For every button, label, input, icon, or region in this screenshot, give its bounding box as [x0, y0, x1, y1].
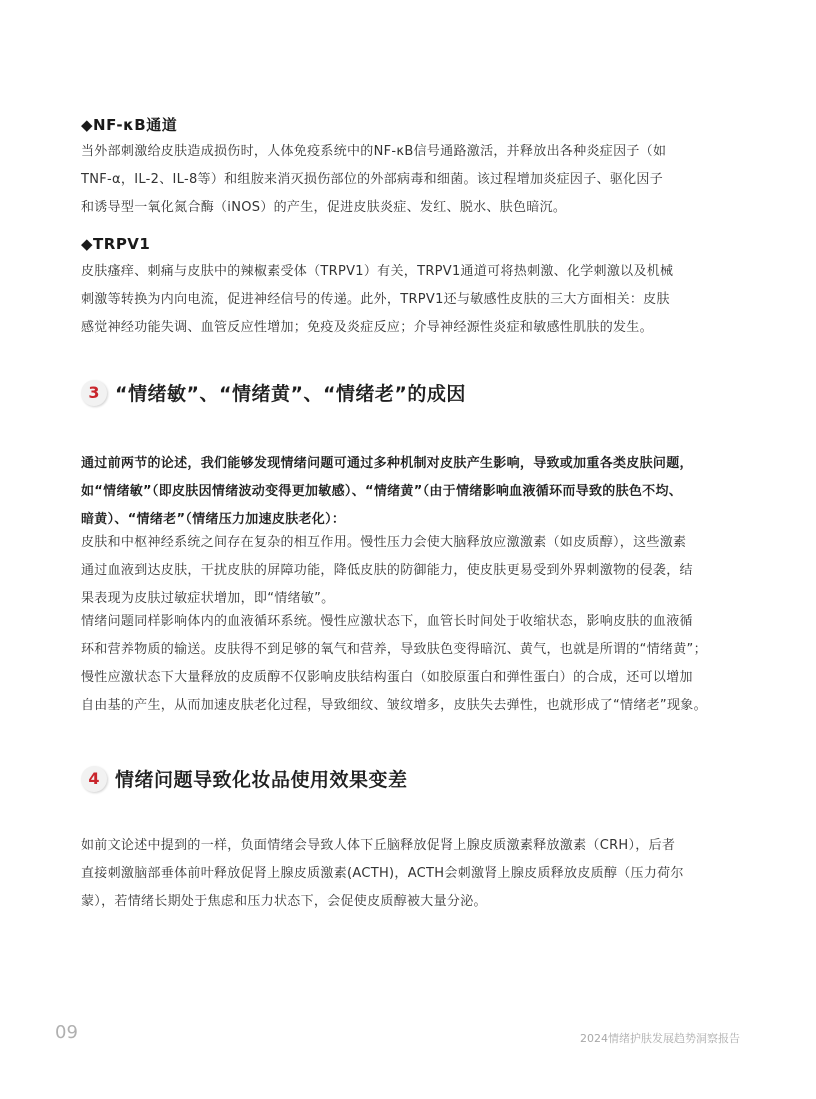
text-line: 环和营养物质的输送。皮肤得不到足够的氧气和营养，导致肤色变得暗沉、黄气，也就是所谓的“情绪黄”； — [81, 642, 707, 657]
text-line: 如“情绪敏”（即皮肤因情绪波动变得更加敏感）、“情绪黄”（由于情绪影响血液循环而导致的肤色不均、 — [81, 484, 683, 499]
section-number-badge: 4 — [81, 766, 107, 792]
text-line: 通过前两节的论述，我们能够发现情绪问题可通过多种机制对皮肤产生影响，导致或加重各类皮肤问题， — [81, 456, 693, 471]
page-number: 09 — [55, 1022, 78, 1043]
text-line: TNF-α，IL-2、IL-8等）和组胺来消灭损伤部位的外部病毒和细菌。该过程增加炎症因子、驱化因子 — [81, 172, 664, 187]
text-line: 和诱导型一氧化氮合酶（iNOS）的产生，促进皮肤炎症、发红、脱水、肤色暗沉。 — [81, 200, 567, 215]
text-line: 蒙），若情绪长期处于焦虑和压力状态下，会促使皮质醇被大量分泌。 — [81, 894, 487, 909]
section-number-badge: 3 — [81, 380, 107, 406]
text-line: 直接刺激脑部垂体前叶释放促肾上腺皮质激素(ACTH)，ACTH会刺激肾上腺皮质释放皮质醇（压力荷尔 — [81, 866, 684, 881]
text-line: 慢性应激状态下大量释放的皮质醇不仅影响皮肤结构蛋白（如胶原蛋白和弹性蛋白）的合成，还可以增加 — [81, 670, 693, 685]
nfkb-paragraph — [81, 138, 739, 222]
text-line: 皮肤和中枢神经系统之间存在复杂的相互作用。慢性压力会使大脑释放应激激素（如皮质醇），这些激素 — [81, 535, 687, 550]
text-line: 情绪问题同样影响体内的血液循环系统。慢性应激状态下，血管长时间处于收缩状态，影响皮肤的血液循 — [81, 614, 693, 629]
trpv1-heading: ◆TRPV1 — [81, 235, 151, 253]
section-title: “情绪敏”、“情绪黄”、“情绪老”的成因 — [115, 383, 466, 405]
text-line: 当外部刺激给皮肤造成损伤时，人体免疫系统中的NF-κB信号通路激活，并释放出各种炎症因子（如 — [81, 144, 667, 159]
section-3-heading — [81, 379, 466, 406]
text-line: 皮肤瘙痒、刺痛与皮肤中的辣椒素受体（TRPV1）有关，TRPV1通道可将热刺激、化学刺激以及机械 — [81, 264, 674, 279]
text-line: 暗黄）、“情绪老”（情绪压力加速皮肤老化）： — [81, 512, 346, 527]
section-3-paragraph-2 — [81, 608, 739, 720]
text-line: 自由基的产生，从而加速皮肤老化过程，导致细纹、皱纹增多，皮肤失去弹性，也就形成了“情绪老”现象。 — [81, 698, 707, 713]
section-3-intro — [81, 450, 739, 534]
text-line: 感觉神经功能失调、血管反应性增加；免疫及炎症反应；介导神经源性炎症和敏感性肌肤的发生。 — [81, 320, 653, 335]
text-line: 刺激等转换为内向电流，促进神经信号的传递。此外，TRPV1还与敏感性皮肤的三大方面相关：皮肤 — [81, 292, 670, 307]
text-line: 果表现为皮肤过敏症状增加，即“情绪敏”。 — [81, 591, 335, 606]
section-4-paragraph — [81, 832, 739, 916]
text-line: 如前文论述中提到的一样，负面情绪会导致人体下丘脑释放促肾上腺皮质激素释放激素（CRH），后者 — [81, 838, 676, 853]
section-3-paragraph-1 — [81, 529, 739, 613]
nfkb-heading: ◆NF-κB通道 — [81, 116, 178, 134]
report-title: 2024情绪护肤发展趋势洞察报告 — [580, 1032, 740, 1045]
trpv1-paragraph — [81, 258, 739, 342]
text-line: 通过血液到达皮肤，干扰皮肤的屏障功能，降低皮肤的防御能力，使皮肤更易受到外界刺激物的侵袭，结 — [81, 563, 693, 578]
section-title: 情绪问题导致化妆品使用效果变差 — [115, 769, 408, 791]
section-4-heading — [81, 765, 408, 792]
